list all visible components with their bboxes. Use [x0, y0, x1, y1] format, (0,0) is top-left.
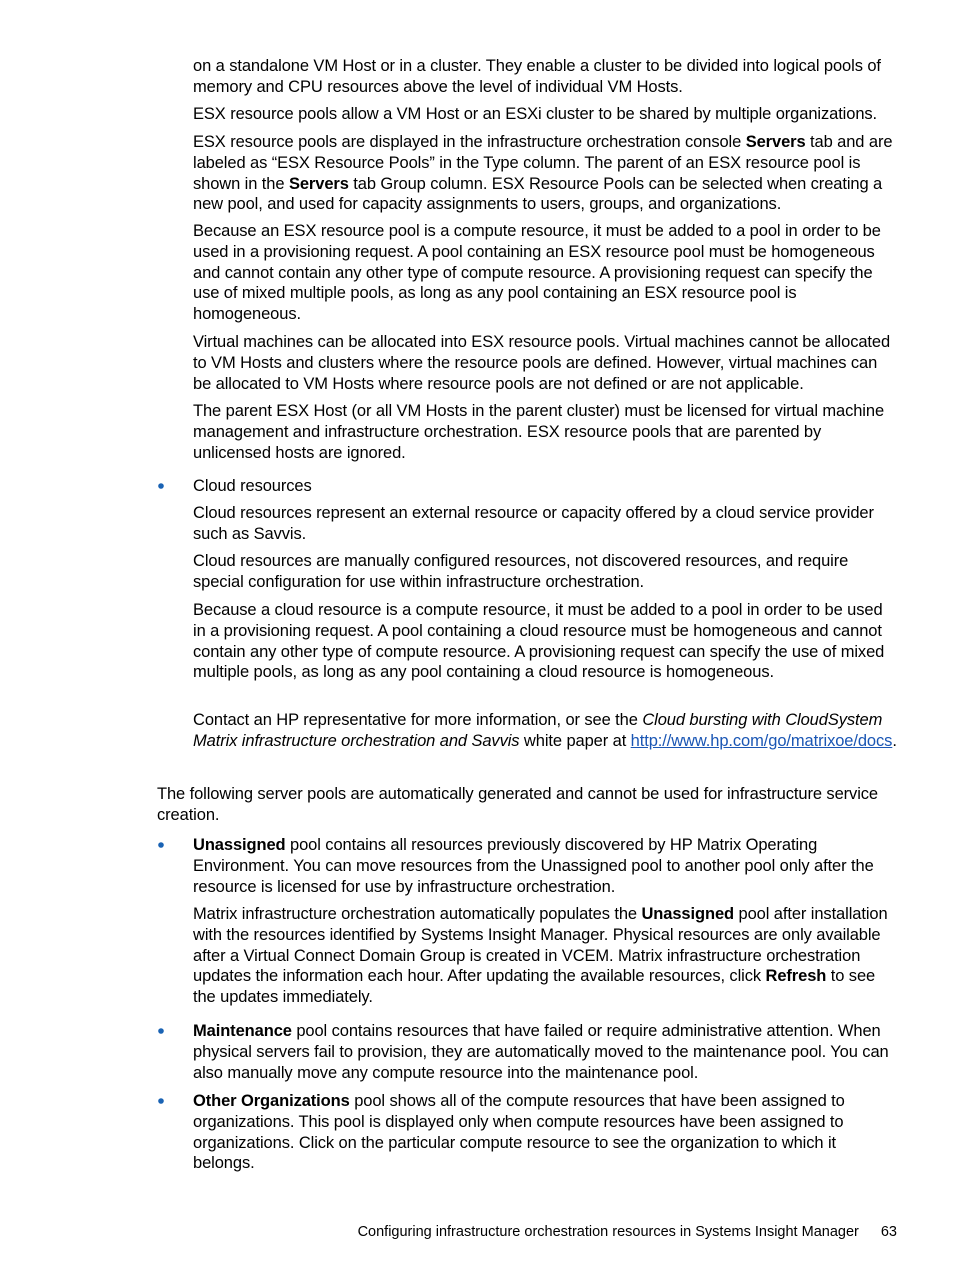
paragraph-auto-generated-pools: The following server pools are automatically generated and cannot be used for infrastructure service creation. [157, 785, 878, 824]
servers-tab-term: Servers [745, 133, 806, 151]
bullet-icon [157, 482, 165, 490]
bullet-icon [157, 841, 165, 849]
paragraph-cloud-compute: Because a cloud resource is a compute resource, it must be added to a pool in order to be used in a provisioning request. A pool containing a cloud resource must be homogeneous and cannot contain any other type of compute resource. A provisioning request can specify the use of mixed multiple pools, as long as any pool containing a cloud resource is homogeneous. [193, 601, 885, 682]
refresh-term: Refresh [765, 967, 827, 986]
page-number: 63 [880, 1224, 897, 1240]
cloud-resources-title: Cloud resources [193, 477, 312, 495]
footer-title: Configuring infrastructure orchestration resources in Systems Insight Manager [357, 1224, 859, 1240]
servers-tab-term-2: Servers [288, 174, 349, 193]
paragraph-unassigned-populate: Matrix infrastructure orchestration automatically populates the Unassigned pool after installation with the resources identified by Systems Insight Manager. Physical resources are only available after a Virtual Connect Domain Group is created in VCEM. Matrix infrastructure orchestration updates the information each hour. After updating the available resources, click Refresh to see the updates immediately. [193, 905, 888, 1007]
page-footer [300, 1223, 897, 1241]
paragraph-esx-display: ESX resource pools are displayed in the infrastructure orchestration console Servers tab and are labeled as “ESX Resource Pools” in the Type column. The parent of an ESX resource pool is shown in the Servers tab Group column. ESX Resource Pools can be selected when creating a new pool, and used for capacity assignments to users, groups, and organizations. [193, 133, 893, 214]
paragraph-maintenance-pool: Maintenance pool contains resources that have failed or require administrative attention. When physical servers fail to provision, they are automatically moved to the maintenance pool. You can also manually move any compute resource into the maintenance pool. [193, 1022, 889, 1082]
paragraph-esx-compute: Because an ESX resource pool is a compute resource, it must be added to a pool in order to be used in a provisioning request. A pool containing an ESX resource pool must be homogeneous and cannot contain any other type of compute resource. A provisioning request can specify the use of mixed multiple pools, as long as any pool containing an ESX resource pool is homogeneous. [193, 222, 881, 324]
docs-link[interactable]: http://www.hp.com/go/matrixoe/docs [630, 731, 893, 750]
unassigned-term: Unassigned [193, 836, 286, 854]
other-organizations-term: Other Organizations [193, 1092, 350, 1110]
maintenance-term: Maintenance [193, 1022, 292, 1040]
paragraph-esx-licensing: The parent ESX Host (or all VM Hosts in the parent cluster) must be licensed for virtual machine management and infrastructure orchestration. ESX resource pools that are parented by unlicensed hosts are ignored. [193, 402, 885, 462]
paragraph-other-organizations-pool: Other Organizations pool shows all of the compute resources that have been assigned to organizations. This pool is displayed only when compute resources have been assigned to organizations. Click on the particular compute resource to see the organization to which it belongs. [193, 1092, 845, 1173]
bullet-icon [157, 1027, 165, 1035]
paragraph-esx-intro: on a standalone VM Host or in a cluster. They enable a cluster to be divided into logical pools of memory and CPU resources above the level of individual VM Hosts. [193, 57, 881, 96]
paragraph-esx-virtual-machines: Virtual machines can be allocated into ESX resource pools. Virtual machines cannot be allocated to VM Hosts and clusters where the resource pools are defined. However, virtual machines can be allocated to VM Hosts where resource pools are not defined or are not applicable. [193, 333, 891, 393]
white-paper-title: Cloud bursting with CloudSystem Matrix infrastructure orchestration and Savvis [193, 711, 883, 750]
paragraph-cloud-definition: Cloud resources represent an external resource or capacity offered by a cloud service provider such as Savvis. [193, 504, 874, 543]
paragraph-cloud-contact: Contact an HP representative for more information, or see the Cloud bursting with CloudSystem Matrix infrastructure orchestration and Savvis white paper at http://www.hp.com/go/matrixoe/docs. [193, 711, 897, 750]
paragraph-unassigned-pool: Unassigned pool contains all resources previously discovered by HP Matrix Operating Environment. You can move resources from the Unassigned pool to another pool only after the resource is licensed for use by infrastructure orchestration. [193, 836, 874, 896]
paragraph-esx-sharing: ESX resource pools allow a VM Host or an ESXi cluster to be shared by multiple organizations. [193, 105, 878, 123]
bullet-icon [157, 1097, 165, 1105]
paragraph-cloud-configuration: Cloud resources are manually configured resources, not discovered resources, and require special configuration for use within infrastructure orchestration. [193, 552, 849, 591]
unassigned-term-2: Unassigned [641, 905, 735, 923]
